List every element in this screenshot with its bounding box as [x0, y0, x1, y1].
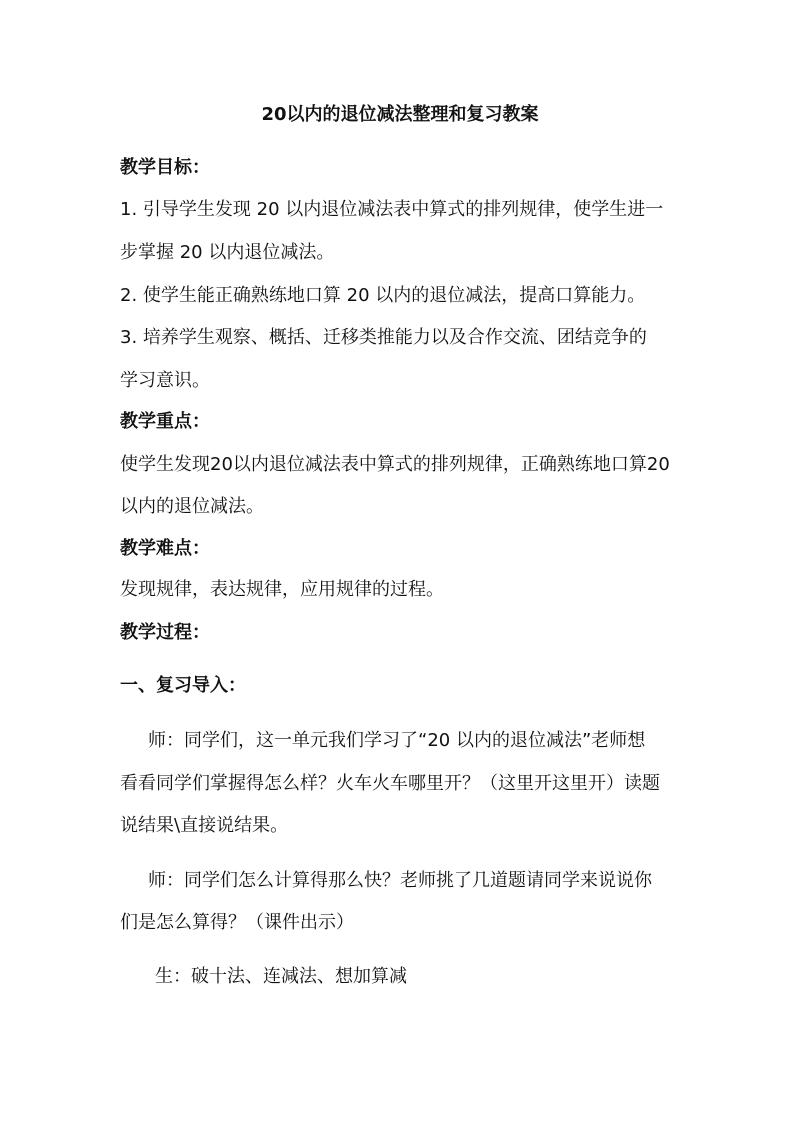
goals-heading: 教学目标： [120, 157, 210, 178]
teacher-line-2-2: 们是怎么算得？（课件出示） [120, 912, 354, 933]
teacher-line-2-1: 师：同学们怎么计算得那么快？老师挑了几道题请同学来说说你 [148, 870, 652, 891]
key-points-line-1: 使学生发现20以内退位减法表中算式的排列规律，正确熟练地口算20 [120, 454, 670, 475]
teaching-process-heading: 教学过程： [120, 622, 210, 643]
goal-3-line-2: 学习意识。 [120, 370, 210, 391]
teacher-line-1-2: 看看同学们掌握得怎么样？火车火车哪里开？（这里开这里开）读题 [120, 773, 660, 794]
goal-3-line-1: 3. 培养学生观察、概括、迁移类推能力以及合作交流、团结竞争的 [120, 327, 647, 348]
goal-1-line-1: 1. 引导学生发现 20 以内退位减法表中算式的排列规律，使学生进一 [120, 199, 664, 220]
student-line-1: 生：破十法、连减法、想加算减 [155, 966, 407, 987]
goal-1-line-2: 步掌握 20 以内退位减法。 [120, 242, 335, 263]
difficult-points-line-1: 发现规律，表达规律，应用规律的过程。 [120, 579, 444, 600]
teacher-line-1-3: 说结果\直接说结果。 [120, 815, 289, 836]
goal-2: 2. 使学生能正确熟练地口算 20 以内的退位减法，提高口算能力。 [120, 285, 646, 306]
key-points-heading: 教学重点： [120, 411, 210, 432]
key-points-line-2: 以内的退位减法。 [120, 496, 264, 517]
teacher-line-1-1: 师：同学们，这一单元我们学习了“20 以内的退位减法”老师想 [148, 730, 646, 751]
review-heading: 一、复习导入： [120, 675, 246, 696]
difficult-points-heading: 教学难点： [120, 538, 210, 559]
document-title: 20以内的退位减法整理和复习教案 [261, 104, 539, 125]
